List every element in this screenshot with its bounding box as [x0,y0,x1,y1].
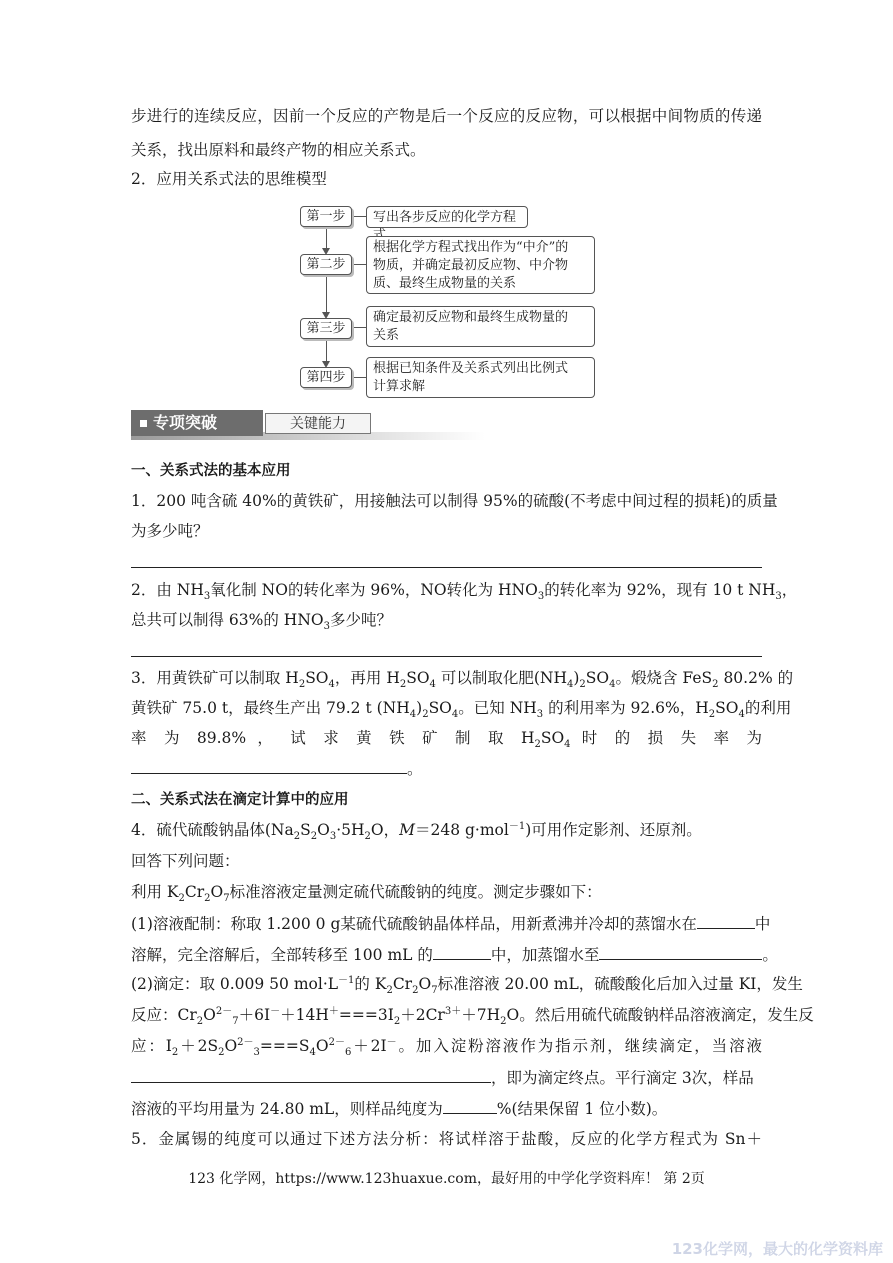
q4-part2-line-3: 应：$I_2+2S_2O^{2-}_3===S_4O^{2-}_6+2I^-$。加入淀粉溶液作为指示剂，继续滴定，当溶液 [131,1036,762,1059]
q3-line-2: 黄铁矿 75.0 t，最终生产出 79.2 t $(NH_4)_2SO_4$。已知 $NH_3$ 的利用率为 92.6%，$H_2SO_4$的利用 [131,699,792,721]
flow-desc-2: 根据化学方程式找出作为“中介”的 物质，并确定最初反应物、中介物 质、最终生成物量的关系 [366,236,595,294]
answer-blank[interactable] [443,1097,497,1114]
q1-line-1: 1．200 吨含硫 40%的黄铁矿，用接触法可以制得 95%的硫酸(不考虑中间过程的损耗)的质量 [131,492,778,510]
square-icon [140,420,147,427]
q4-part1-line-1: (1)溶液配制：称取 1.200 0 g某硫代硫酸钠晶体样品，用新煮沸并冷却的蒸馏水在 中 [131,912,770,935]
answer-blank[interactable] [433,943,491,960]
answer-line [131,567,762,568]
flow-step-3: 第三步 [300,318,352,339]
q4-part2-line-1: (2)滴定：取 0.009 50 $mol\cdot L^{-1}$的 $K_2Cr_2O_7$标准溶液 20.00 mL，硫酸酸化后加入过量 KI，发生 [131,974,803,997]
q4-part2-line-2: 反应：$Cr_2O^{2-}_7+6I^-+14H^+===3I_2+2Cr^{3+}+7H_2O$。然后用硫代硫酸钠样品溶液滴定，发生反 [131,1005,814,1028]
q5-line-1: 5．金属锡的纯度可以通过下述方法分析：将试样溶于盐酸，反应的化学方程式为 Sn＋ [131,1130,762,1148]
q4-part1-line-2: 溶解，完全溶解后，全部转移至 100 mL 的 中，加蒸馏水至 。 [131,943,778,966]
q3-line-1: 3．用黄铁矿可以制取 $H_2SO_4$，再用 $H_2SO_4$ 可以制取化肥$(NH_4)_2SO_4$。煅烧含 FeS$_2$ 80.2% 的 [131,669,794,691]
section2-title: 二、关系式法在滴定计算中的应用 [131,792,349,808]
q1-line-2: 为多少吨？ [131,522,209,540]
page-footer: 123 化学网，https://www.123huaxue.com，最好用的中学化学资料库！ 第 2页 [188,1171,705,1187]
q4-line-2: 回答下列问题： [131,852,240,870]
intro-line-1: 步进行的连续反应，因前一个反应的产物是后一个反应的反应物，可以根据中间物质的传递 [131,107,762,125]
flow-step-1: 第一步 [300,206,352,227]
q4-line-3: 利用 $K_2Cr_2O_7$标准溶液定量测定硫代硫酸钠的纯度。测定步骤如下： [131,883,602,905]
flow-step-4: 第四步 [300,367,352,388]
site-watermark: 123化学网，最大的化学资料库 [671,1240,883,1258]
flow-desc-4: 根据已知条件及关系式列出比例式 计算求解 [366,357,595,398]
heading-thinking-model: 2．应用关系式法的思维模型 [131,170,327,188]
q4-part2-line-4: ，即为滴定终点。平行滴定 3次，样品 [131,1066,754,1089]
flow-step-2: 第二步 [300,254,352,275]
q3-line-3: 率 为 89.8% ， 试 求 黄 铁 矿 制 取 $H_2SO_4$ 时 的 损 失 率 为 [131,729,762,751]
intro-line-2: 关系，找出原料和最终产物的相应关系式。 [131,141,426,159]
flow-desc-3: 确定最初反应物和最终生成物量的 关系 [366,306,595,347]
q2-line-1: 2．由 $NH_3$氧化制 NO的转化率为 96%，NO转化为 $HNO_3$的转化率为 92%，现有 10 t $NH_3$， [131,581,798,603]
section1-title: 一、关系式法的基本应用 [131,463,291,479]
answer-blank[interactable] [599,943,762,960]
banner-key-ability: 关键能力 [265,413,371,434]
banner-special-breakthrough: 专项突破 [131,410,263,436]
answer-blank[interactable] [697,912,755,929]
q2-line-2: 总共可以制得 63%的 $HNO_3$多少吨？ [131,611,392,633]
q4-line-1: 4．硫代硫酸钠晶体($Na_2S_2O_3\cdot 5H_2O$，M＝248 g·mol$^{-1}$)可用作定影剂、还原剂。 [131,820,702,843]
answer-blank[interactable] [131,1066,491,1083]
q4-part2-line-5: 溶液的平均用量为 24.80 mL，则样品纯度为 %(结果保留 1 位小数)。 [131,1097,667,1120]
answer-line [131,656,762,657]
flow-desc-1: 写出各步反应的化学方程 [366,206,528,228]
q3-line-4: 。 [131,757,423,780]
answer-blank[interactable] [131,757,407,774]
